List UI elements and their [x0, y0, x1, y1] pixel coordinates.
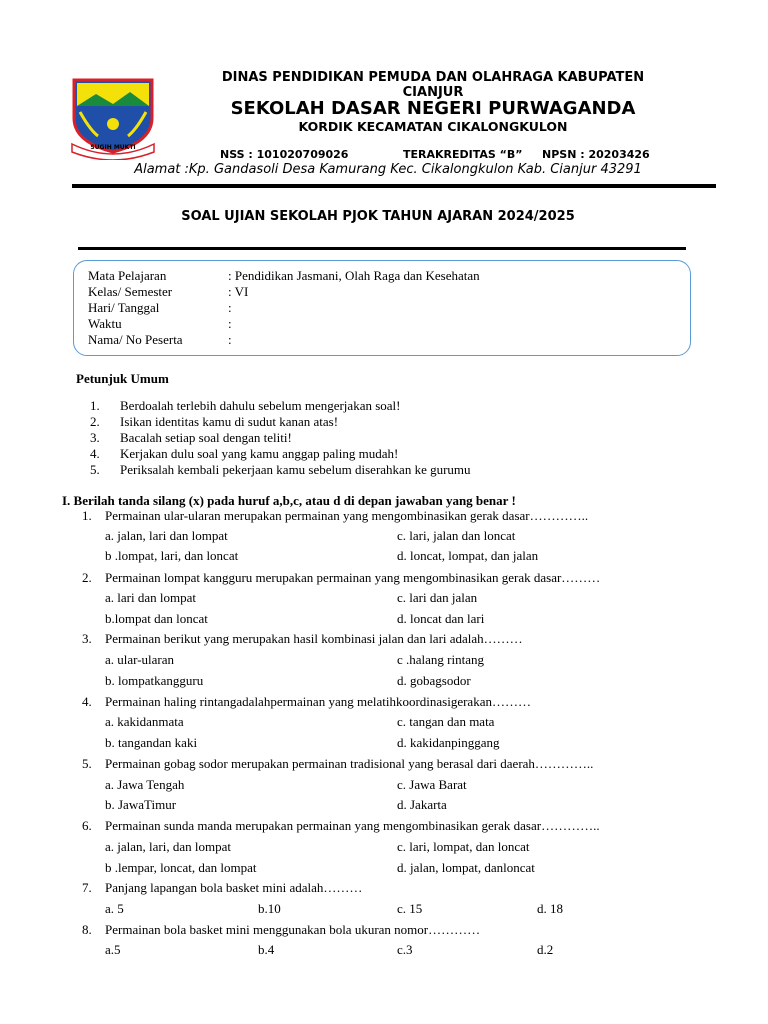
info-label: Hari/ Tanggal — [88, 300, 160, 315]
question-text: Permainan bola basket mini menggunakan bola ukuran nomor………… — [105, 922, 481, 937]
npsn-number: NPSN : 20203426 — [542, 148, 650, 161]
instruction-text: Bacalah setiap soal dengan teliti! — [120, 430, 292, 445]
question-number: 2. — [82, 570, 92, 585]
option-a[interactable]: a. jalan, lari dan lompat — [105, 528, 228, 543]
exam-title: SOAL UJIAN SEKOLAH PJOK TAHUN AJARAN 2024/2025 — [181, 209, 575, 224]
option-d[interactable]: d. 18 — [537, 901, 563, 916]
option-c[interactable]: c. 15 — [397, 901, 423, 916]
option-a[interactable]: a. lari dan lompat — [105, 590, 196, 605]
option-a[interactable]: a. jalan, lari, dan lompat — [105, 839, 231, 854]
school-name: SEKOLAH DASAR NEGERI PURWAGANDA — [230, 98, 636, 119]
school-logo — [68, 76, 158, 160]
school-address: Alamat :Kp. Gandasoli Desa Kamurang Kec. Cikalongkulon Kab. Cianjur 43291 — [134, 162, 642, 177]
question-number: 3. — [82, 631, 92, 646]
option-d[interactable]: d. jalan, lompat, danloncat — [397, 860, 535, 875]
option-a[interactable]: a.5 — [105, 942, 121, 957]
option-a[interactable]: a. 5 — [105, 901, 124, 916]
instruction-number: 3. — [90, 430, 100, 445]
option-c[interactable]: c. lari, jalan dan loncat — [397, 528, 516, 543]
option-b[interactable]: b.4 — [258, 942, 275, 957]
option-d[interactable]: d. kakidanpinggang — [397, 735, 500, 750]
header-agency — [198, 70, 668, 100]
option-d[interactable]: d. gobagsodor — [397, 673, 471, 688]
option-d[interactable]: d. loncat dan lari — [397, 611, 485, 626]
header-divider — [72, 184, 716, 188]
option-b[interactable]: b .lompat, lari, dan loncat — [105, 548, 239, 563]
option-c[interactable]: c. tangan dan mata — [397, 714, 495, 729]
logo-motto: SUGIH MUKTI — [90, 144, 136, 151]
option-b[interactable]: b .lempar, loncat, dan lompat — [105, 860, 257, 875]
option-a[interactable]: a. Jawa Tengah — [105, 777, 185, 792]
question-number: 4. — [82, 694, 92, 709]
question-number: 1. — [82, 508, 92, 523]
section-heading: I. Berilah tanda silang (x) pada huruf a,b,c, atau d di depan jawaban yang benar ! — [62, 493, 516, 508]
info-value: : Pendidikan Jasmani, Olah Raga dan Kesehatan — [228, 268, 480, 283]
option-d[interactable]: d. loncat, lompat, dan jalan — [397, 548, 539, 563]
option-b[interactable]: b. lompatkangguru — [105, 673, 204, 688]
option-c[interactable]: c. lari dan jalan — [397, 590, 478, 605]
option-c[interactable]: c .halang rintang — [397, 652, 484, 667]
question-text: Permainan sunda manda merupakan permainan yang mengombinasikan gerak dasar………….. — [105, 818, 600, 833]
instruction-text: Periksalah kembali pekerjaan kamu sebelum diserahkan ke gurumu — [120, 462, 471, 477]
instructions-heading: Petunjuk Umum — [76, 371, 169, 386]
option-a[interactable]: a. kakidanmata — [105, 714, 184, 729]
accreditation: TERAKREDITAS “B” — [403, 148, 523, 161]
header-agency-line1: DINAS PENDIDIKAN PEMUDA DAN OLAHRAGA KABUPATEN — [221, 70, 645, 85]
instruction-number: 2. — [90, 414, 100, 429]
option-d[interactable]: d. Jakarta — [397, 797, 447, 812]
question-number: 8. — [82, 922, 92, 937]
info-label: Nama/ No Peserta — [88, 332, 183, 347]
option-c[interactable]: c.3 — [397, 942, 413, 957]
question-text: Permainan berikut yang merupakan hasil kombinasi jalan dan lari adalah……… — [105, 631, 523, 646]
instruction-text: Berdoalah terlebih dahulu sebelum mengerjakan soal! — [120, 398, 401, 413]
header-agency-line2: CIANJUR — [402, 85, 464, 100]
question-text: Permainan haling rintangadalahpermainan yang melatihkoordinasigerakan……… — [105, 694, 531, 709]
info-value: : VI — [228, 284, 249, 299]
instruction-number: 4. — [90, 446, 100, 461]
info-label: Waktu — [88, 316, 122, 331]
instruction-number: 5. — [90, 462, 100, 477]
option-b[interactable]: b.10 — [258, 901, 281, 916]
info-value: : — [228, 316, 232, 331]
option-b[interactable]: b. tangandan kaki — [105, 735, 198, 750]
title-divider — [78, 247, 686, 250]
question-number: 6. — [82, 818, 92, 833]
question-number: 5. — [82, 756, 92, 771]
option-a[interactable]: a. ular-ularan — [105, 652, 175, 667]
question-text: Panjang lapangan bola basket mini adalah……… — [105, 880, 363, 895]
instruction-text: Kerjakan dulu soal yang kamu anggap paling mudah! — [120, 446, 399, 461]
option-c[interactable]: c. Jawa Barat — [397, 777, 467, 792]
info-label: Mata Pelajaran — [88, 268, 167, 283]
info-value: : — [228, 300, 232, 315]
option-b[interactable]: b. JawaTimur — [105, 797, 177, 812]
info-value: : — [228, 332, 232, 347]
option-d[interactable]: d.2 — [537, 942, 554, 957]
nss-number: NSS : 101020709026 — [220, 148, 349, 161]
kordik-line: KORDIK KECAMATAN CIKALONGKULON — [298, 119, 568, 134]
option-c[interactable]: c. lari, lompat, dan loncat — [397, 839, 530, 854]
instruction-text: Isikan identitas kamu di sudut kanan atas! — [120, 414, 339, 429]
instruction-number: 1. — [90, 398, 100, 413]
question-text: Permainan gobag sodor merupakan permainan tradisional yang berasal dari daerah………….. — [105, 756, 594, 771]
question-number: 7. — [82, 880, 92, 895]
question-text: Permainan lompat kangguru merupakan permainan yang mengombinasikan gerak dasar……… — [105, 570, 601, 585]
question-text: Permainan ular-ularan merupakan permainan yang mengombinasikan gerak dasar………….. — [105, 508, 589, 523]
option-b[interactable]: b.lompat dan loncat — [105, 611, 208, 626]
info-label: Kelas/ Semester — [88, 284, 173, 299]
